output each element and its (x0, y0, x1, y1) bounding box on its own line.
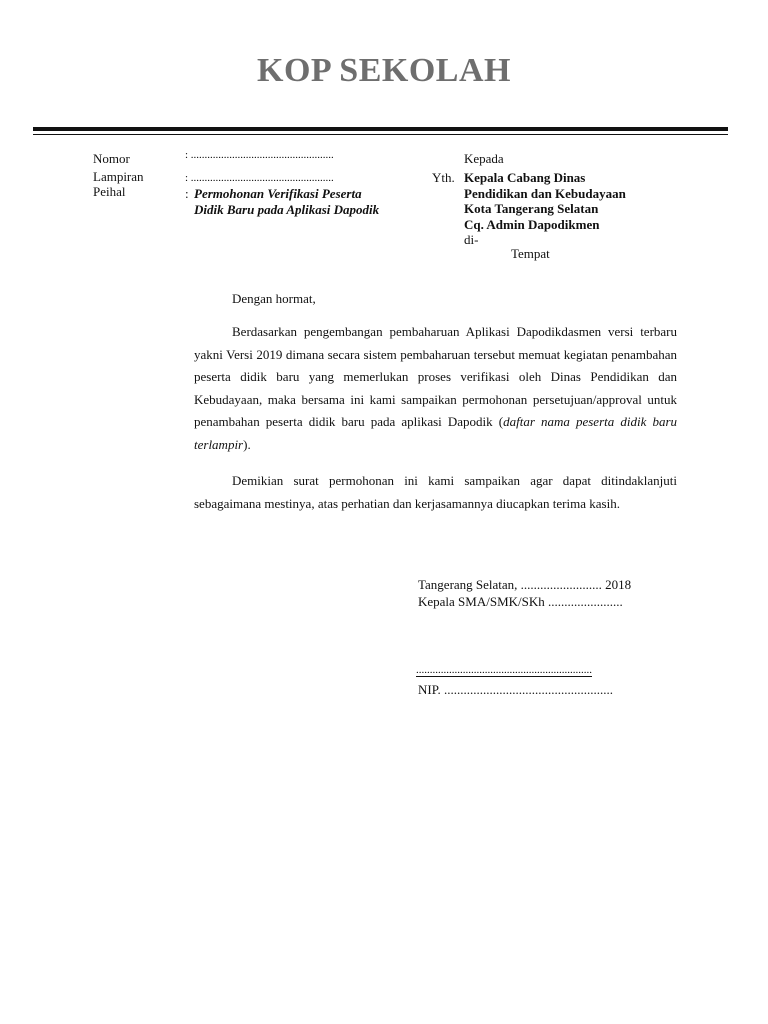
greeting: Dengan hormat, (232, 291, 316, 306)
paragraph-1-end: ). (243, 436, 251, 452)
recipient-line-2: Pendidikan dan Kebudayaan (464, 186, 626, 201)
paragraph-1-main: Berdasarkan pengembangan pembaharuan Aplikasi Dapodikdasmen versi terbaru yakni Versi 2019 dimana secara sistem pembaharuan tersebut memuat kegiatan penambahan peserta didik baru yang memerlukan proses verifikasi oleh Dinas Pendidikan dan Kebudayaan, maka bersama ini kami sampaikan permohonan persetujuan/approval untuk penambahan peserta didik baru pada aplikasi Dapodik ( (194, 324, 677, 429)
perihal-line-1: Permohonan Verifikasi Peserta (194, 186, 362, 201)
letterhead-title: KOP SEKOLAH (257, 52, 511, 89)
perihal-colon: : (185, 186, 189, 201)
yth-label: Yth. (432, 170, 455, 185)
letterhead-rule-thin (33, 134, 728, 135)
signature-nip: NIP. .................................................... (418, 682, 614, 697)
lampiran-label: Lampiran (93, 169, 144, 184)
paragraph-1-italic: daftar nama peserta didik baru terlampir (194, 414, 678, 452)
nomor-value: : .................................................... (185, 149, 334, 161)
recipient-di: di- (464, 232, 479, 247)
signature-place-date: Tangerang Selatan, ......................... 2018 (418, 577, 632, 592)
paragraph-1 (194, 321, 677, 456)
letterhead-rule-thick (33, 127, 728, 131)
signature-name-line: ................................................................ (416, 664, 592, 676)
signature-position: Kepala SMA/SMK/SKh ....................... (418, 594, 623, 609)
lampiran-value: : .................................................... (185, 172, 334, 184)
kepada-label: Kepada (464, 151, 504, 166)
recipient-line-3: Kota Tangerang Selatan (464, 201, 599, 216)
perihal-line-2: Didik Baru pada Aplikasi Dapodik (194, 202, 380, 217)
perihal-label: Peihal (93, 184, 126, 199)
nomor-label: Nomor (93, 151, 130, 166)
paragraph-2: Demikian surat permohonan ini kami sampaikan agar dapat ditindaklanjuti sebagaimana mestinya, atas perhatian dan kerjasamannya diucapkan terima kasih. (194, 473, 677, 511)
recipient-tempat: Tempat (511, 246, 550, 261)
recipient-line-1: Kepala Cabang Dinas (464, 170, 586, 185)
recipient-line-4: Cq. Admin Dapodikmen (464, 217, 600, 232)
